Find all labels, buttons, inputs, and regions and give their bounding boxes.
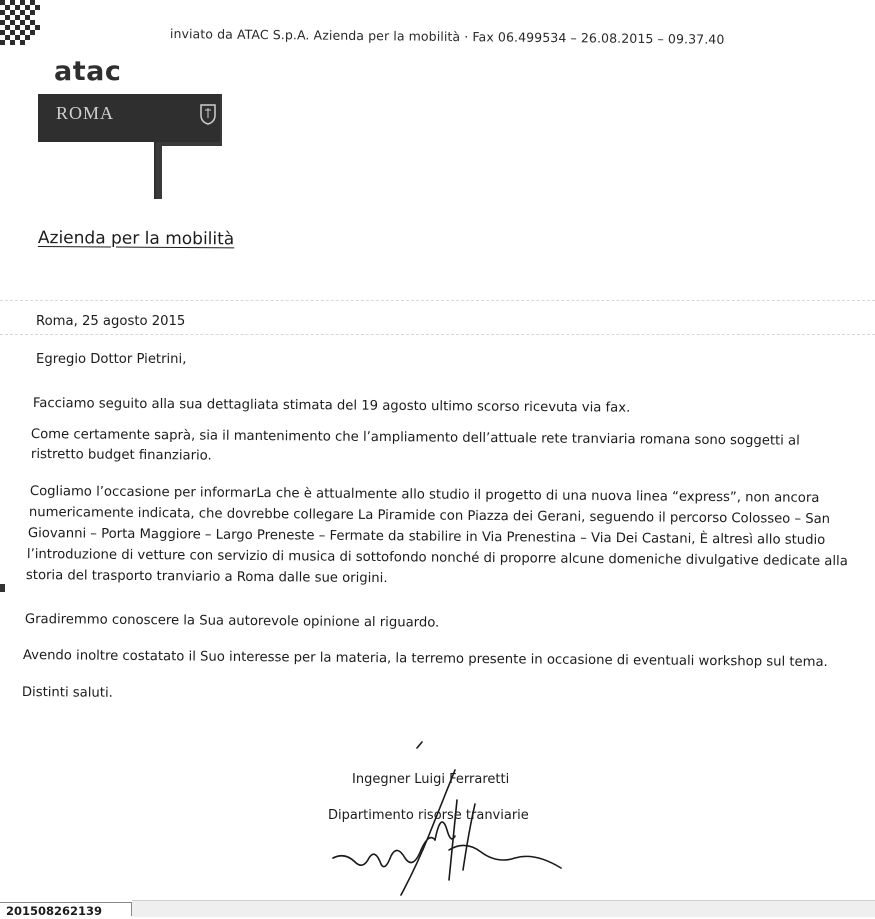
scan-artifact-line xyxy=(0,300,875,301)
fax-checker-pattern xyxy=(0,0,40,50)
paragraph-line: Giovanni – Porta Maggiore – Largo Preneste – Fermate da stabilire in Via Prenestina – Via Dei Castani, È altresì allo studio xyxy=(27,526,826,548)
logo-city-text: ROMA xyxy=(56,103,115,123)
letter-salutation: Egregio Dottor Pietrini, xyxy=(36,352,187,367)
paragraph-line: Gradiremmo conoscere la Sua autorevole opinione al riguardo. xyxy=(24,612,440,631)
logo-brand-text: atac xyxy=(54,56,122,87)
signer-name: Ingegner Luigi Ferraretti xyxy=(352,772,510,787)
letter-closing: Distinti saluti. xyxy=(21,685,113,701)
paragraph-line: Facciamo seguito alla sua dettagliata stimata del 19 agosto ultimo scorso ricevuta via fax. xyxy=(32,396,631,416)
paragraph-line: Avendo inoltre costatato il Suo interesse per la materia, la terremo presente in occasione di eventuali workshop sul tema. xyxy=(22,648,828,671)
paragraph-line: numericamente indicata, che dovrebbe collegare La Piramide con Piazza dei Gerani, seguendo il percorso Colosseo – San xyxy=(28,505,831,527)
fax-id-number: 201508262139 xyxy=(0,902,132,916)
letter-date: Roma, 25 agosto 2015 xyxy=(36,314,186,329)
handwritten-signature xyxy=(325,740,585,900)
paragraph-line: l’introduzione di vetture con servizio di musica di sottofondo nonché di proporre alcune domeniche divulgative dedicate alla xyxy=(26,547,848,570)
paragraph-line: ristretto budget finanziario. xyxy=(30,447,212,464)
atac-roma-logo xyxy=(38,58,248,203)
company-name-heading: Azienda per la mobilità xyxy=(37,228,235,250)
paragraph-line: Come certamente saprà, sia il mantenimento che l’ampliamento dell’attuale rete tranviaria romana sono soggetti al xyxy=(30,427,800,449)
signer-department: Dipartimento risorse tranviarie xyxy=(328,808,529,823)
scan-artifact-line xyxy=(0,334,875,335)
fax-footer-strip xyxy=(132,900,875,917)
paragraph-line: storia del trasporto tranviario a Roma dalle sue origini. xyxy=(25,568,388,587)
roma-crest-icon xyxy=(198,102,218,126)
fax-transmission-header: inviato da ATAC S.p.A. Azienda per la mobilità · Fax 06.499534 – 26.08.2015 – 09.37.40 xyxy=(169,26,725,47)
paragraph-line: Cogliamo l’occasione per informarLa che è attualmente allo studio il progetto di una nuova linea “express”, non ancora xyxy=(29,484,820,506)
scan-edge-mark xyxy=(0,584,5,592)
